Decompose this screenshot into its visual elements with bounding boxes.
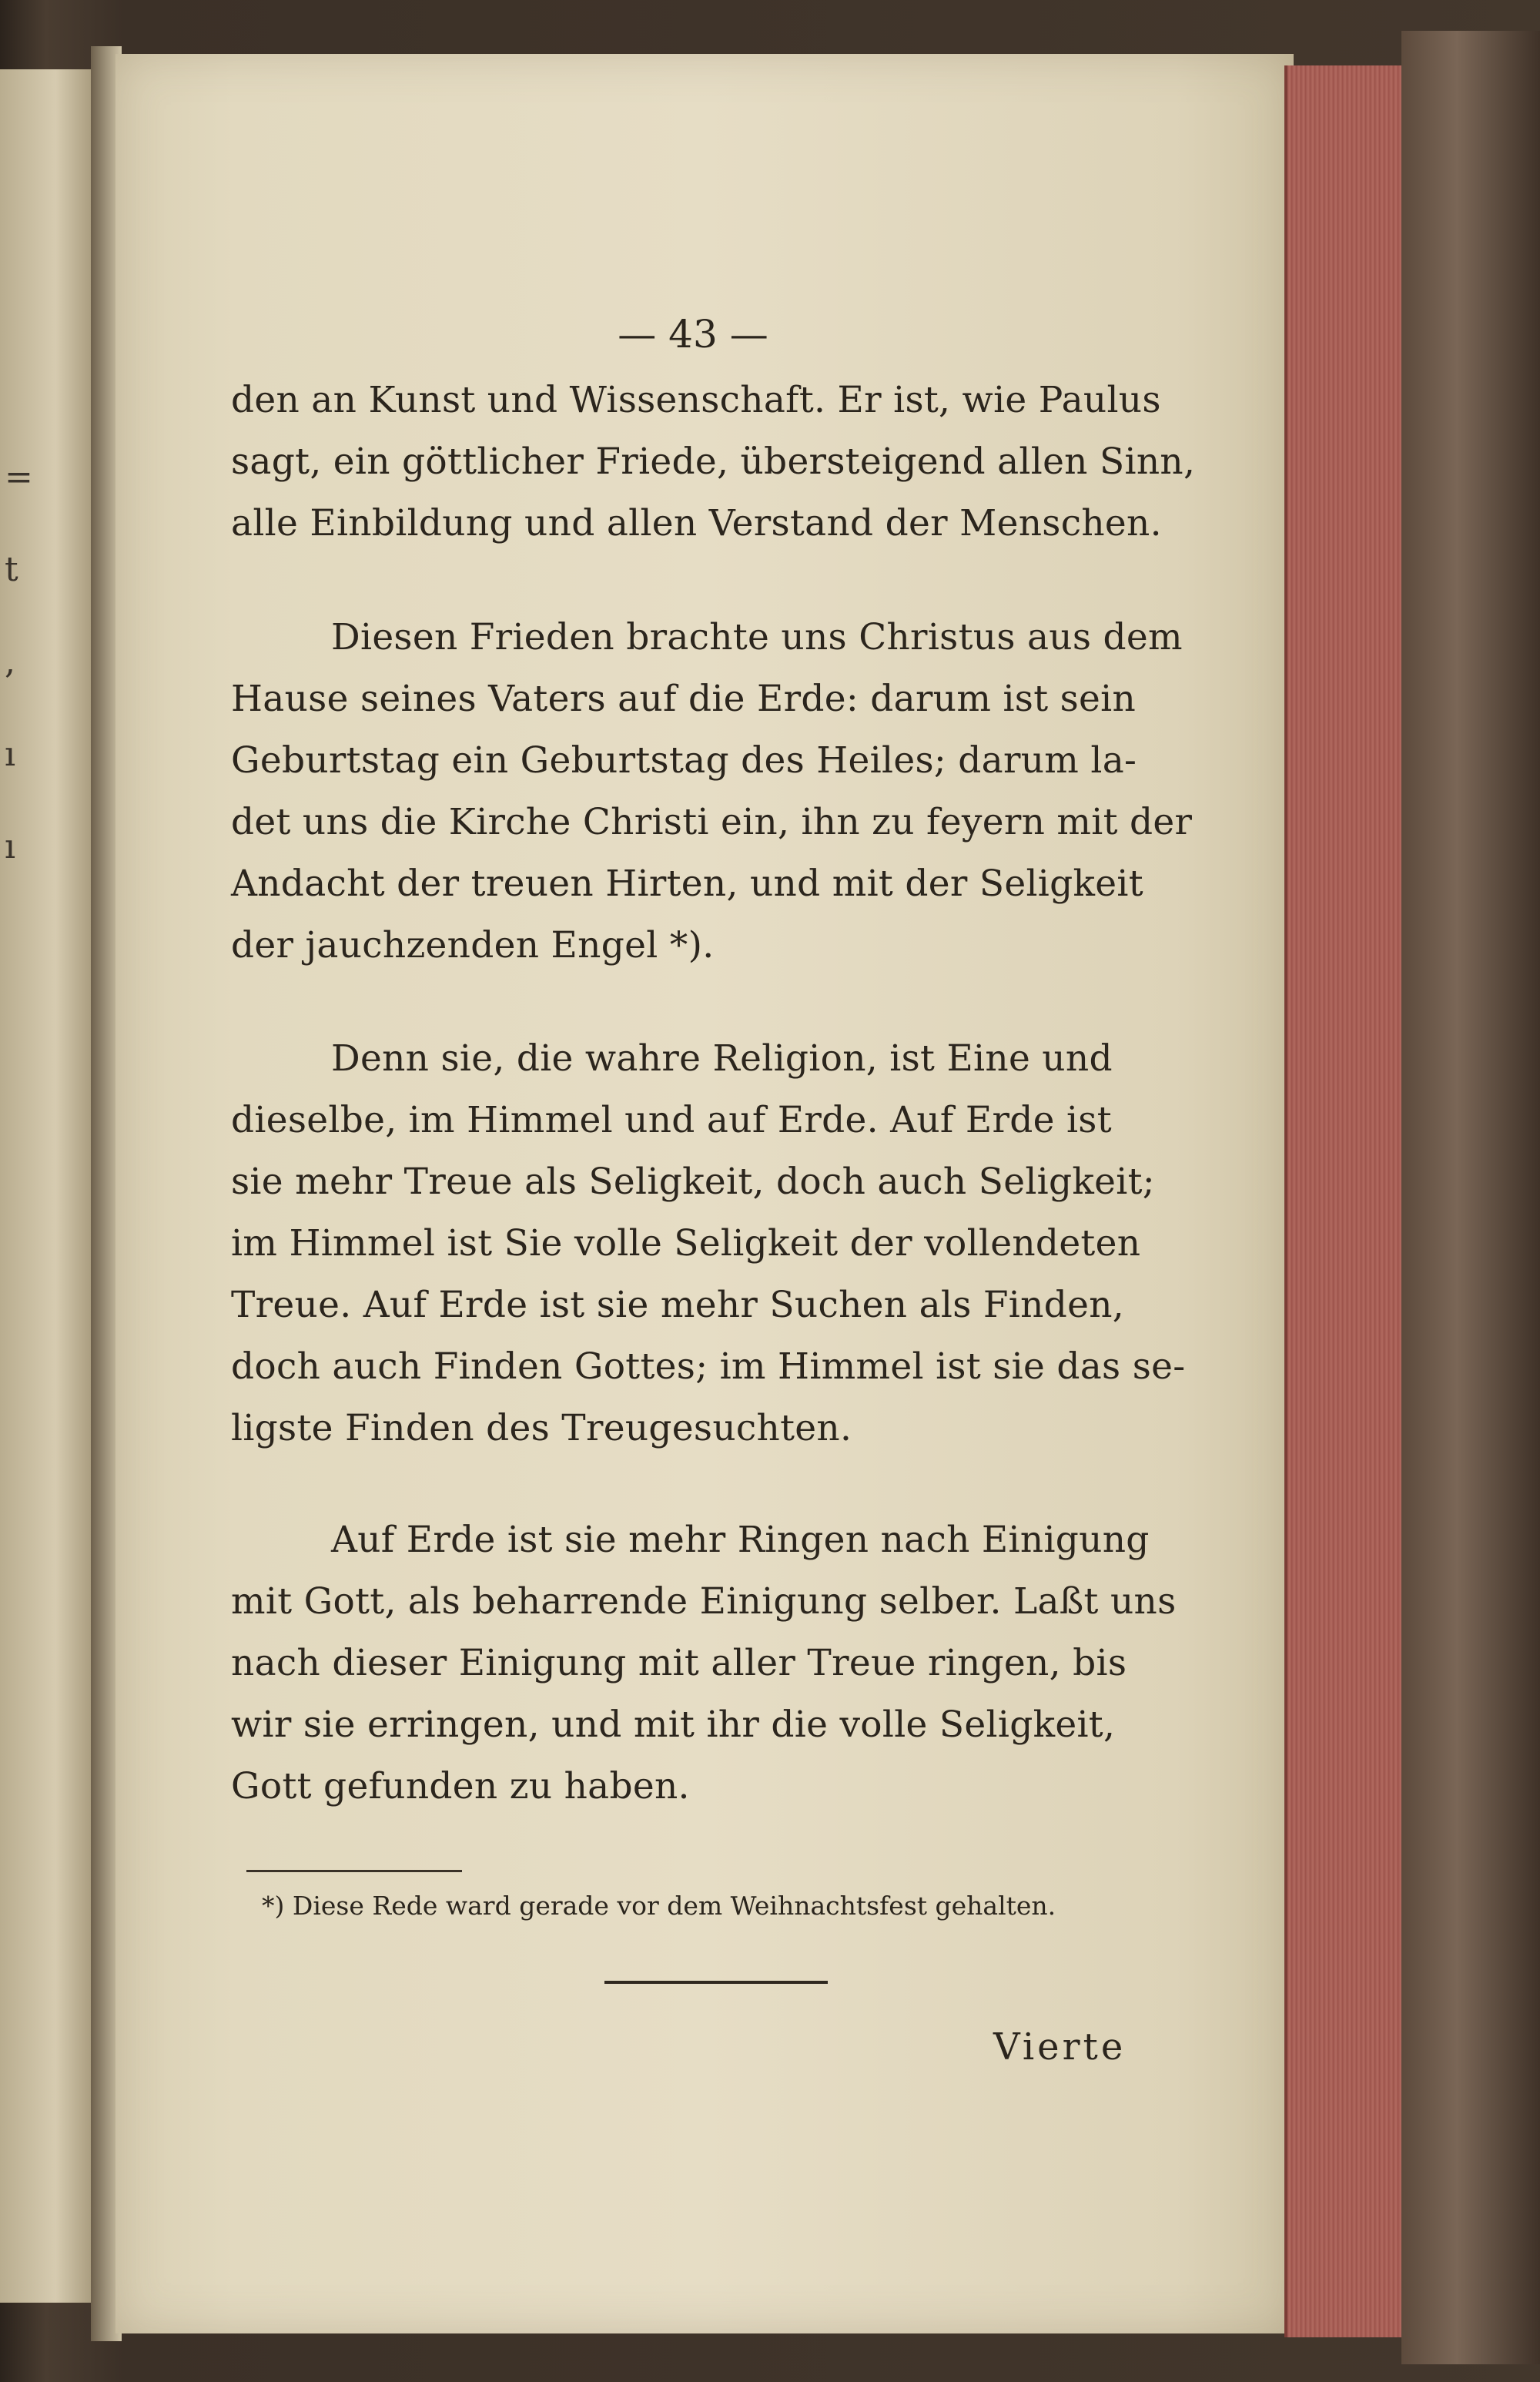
previous-page-edge [0, 69, 92, 2303]
text-line: Andacht der treuen Hirten, und mit der Seligkeit [231, 863, 1143, 905]
text-line: ligste Finden des Treugesuchten. [231, 1407, 852, 1449]
previous-page-mark: t [5, 550, 18, 589]
text-line: dieselbe, im Himmel und auf Erde. Auf Erde ist [231, 1099, 1112, 1141]
paragraph-3 [231, 1028, 1186, 1459]
paragraph-4 [231, 1509, 1186, 1817]
text-line: der jauchzenden Engel *). [231, 924, 715, 967]
page-number: — 43 — [618, 312, 768, 357]
text-line: Gott gefunden zu haben. [231, 1765, 690, 1807]
text-line: im Himmel ist Sie volle Seligkeit der vollendeten [231, 1222, 1141, 1265]
previous-page-mark: = [5, 457, 33, 497]
previous-page-marks [5, 431, 33, 893]
text-line: mit Gott, als beharrende Einigung selber. Laßt uns [231, 1580, 1177, 1623]
text-line: Denn sie, die wahre Religion, ist Eine und [331, 1037, 1113, 1080]
text-line: sagt, ein göttlicher Friede, übersteigend allen Sinn, [231, 441, 1196, 483]
text-line: Treue. Auf Erde ist sie mehr Suchen als Finden, [231, 1284, 1125, 1326]
text-line: alle Einbildung und allen Verstand der Menschen. [231, 502, 1162, 544]
text-line: Hause seines Vaters auf die Erde: darum ist sein [231, 678, 1137, 720]
catchword: Vierte [993, 2025, 1127, 2069]
text-line: den an Kunst und Wissenschaft. Er ist, wie Paulus [231, 379, 1161, 421]
text-line: Geburtstag ein Geburtstag des Heiles; darum la- [231, 739, 1137, 782]
closing-rule [604, 1981, 828, 1984]
text-line: Diesen Frieden brachte uns Christus aus dem [331, 616, 1183, 658]
page-block-edge [1284, 65, 1404, 2337]
text-line: Auf Erde ist sie mehr Ringen nach Einigung [331, 1519, 1150, 1561]
footnote: *) Diese Rede ward gerade vor dem Weihnachtsfest gehalten. [262, 1891, 1056, 1921]
footnote-rule [246, 1870, 462, 1872]
text-line: doch auch Finden Gottes; im Himmel ist sie das se- [231, 1345, 1186, 1388]
previous-page-mark: , [5, 642, 15, 682]
paragraph-1 [231, 370, 1196, 554]
text-line: det uns die Kirche Christi ein, ihn zu feyern mit der [231, 801, 1193, 843]
text-line: nach dieser Einigung mit aller Treue ringen, bis [231, 1642, 1127, 1684]
previous-page-mark: ı [5, 827, 16, 866]
text-line: wir sie erringen, und mit ihr die volle Seligkeit, [231, 1704, 1116, 1746]
text-line: sie mehr Treue als Seligkeit, doch auch Seligkeit; [231, 1161, 1155, 1203]
paragraph-2 [231, 607, 1193, 977]
previous-page-mark: ı [5, 735, 16, 774]
book-cover [1401, 31, 1540, 2364]
book-page [116, 54, 1294, 2333]
